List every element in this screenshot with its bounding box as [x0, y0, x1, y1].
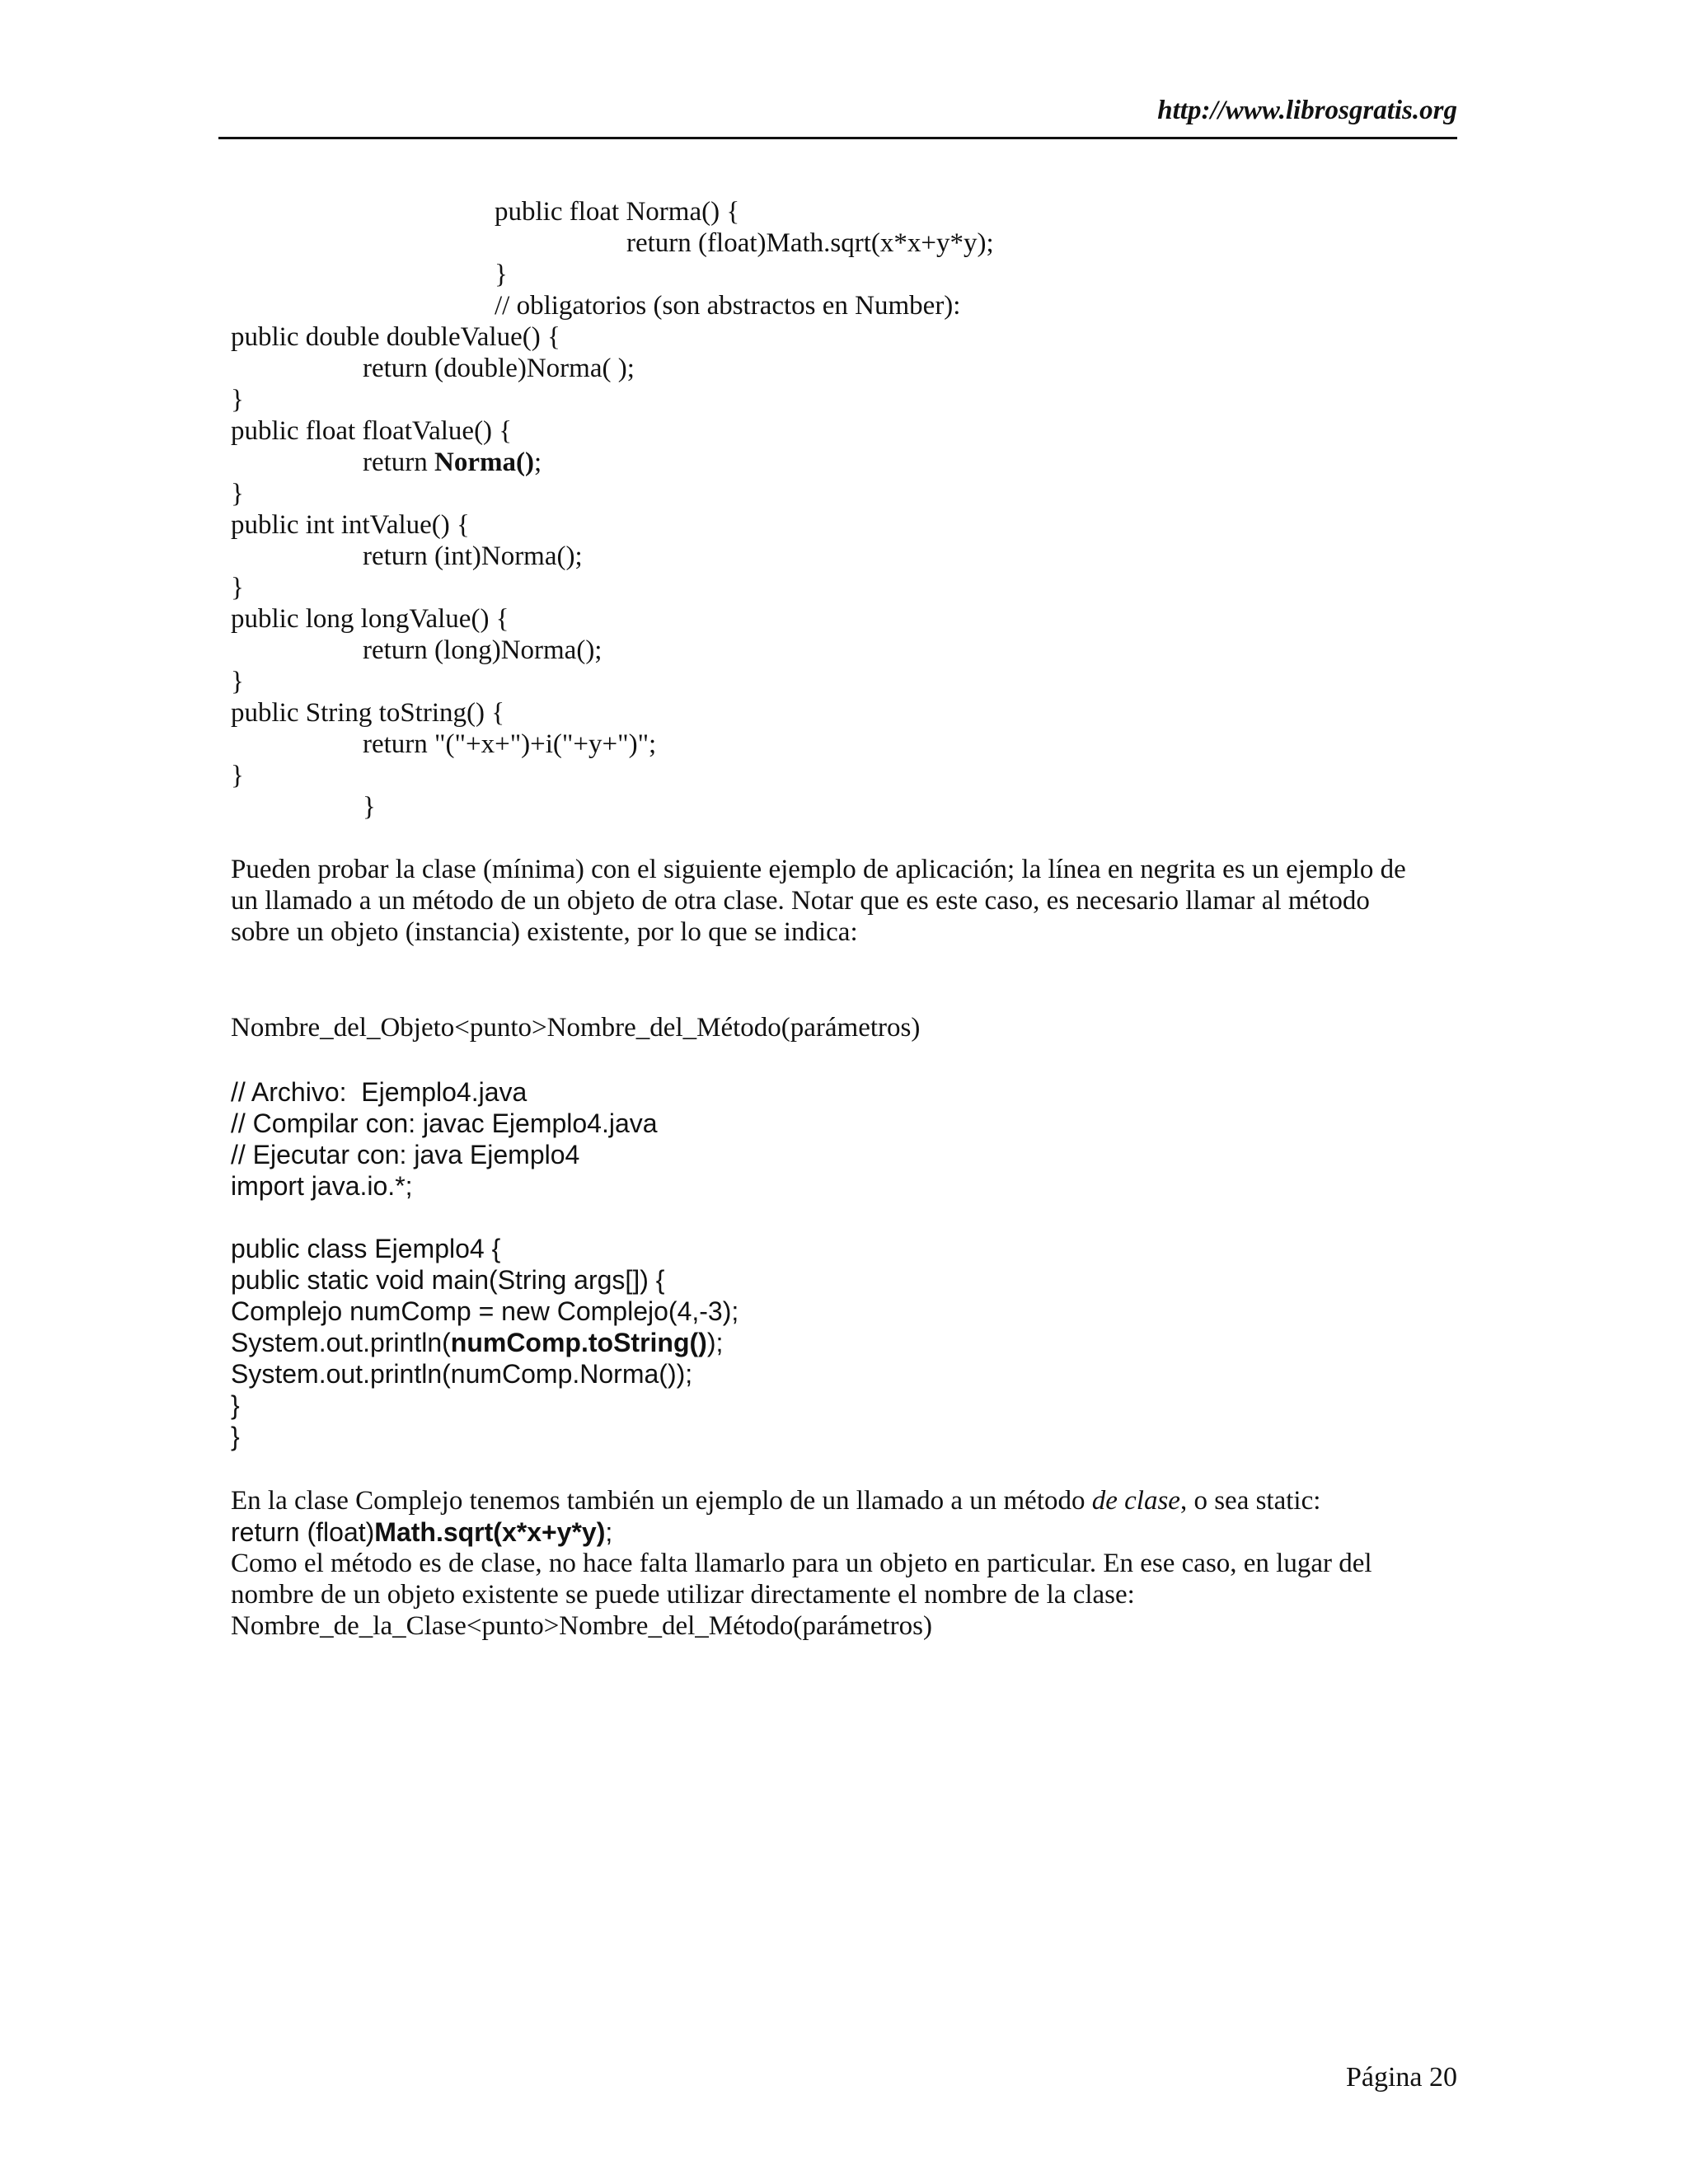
- code-line: [231, 1516, 612, 1548]
- code-line: }: [231, 1390, 240, 1420]
- syntax-line: Nombre_de_la_Clase<punto>Nombre_del_Método(parámetros): [231, 1611, 932, 1641]
- code-line: return (float)Math.sqrt(x*x+y*y);: [626, 228, 994, 258]
- code-line: }: [231, 385, 244, 415]
- page-number: Página 20: [1345, 2062, 1457, 2093]
- code-text: return: [363, 448, 435, 477]
- paragraph-line: nombre de un objeto existente se puede utilizar directamente el nombre de la clase:: [231, 1580, 1135, 1610]
- code-comment: // Compilar con: javac Ejemplo4.java: [231, 1108, 658, 1138]
- code-text: return (float): [231, 1517, 375, 1547]
- code-comment: // Ejecutar con: java Ejemplo4: [231, 1140, 580, 1169]
- code-line: }: [495, 260, 508, 289]
- code-line: import java.io.*;: [231, 1171, 413, 1201]
- code-line: System.out.println(numComp.Norma());: [231, 1359, 693, 1389]
- header-divider: [218, 137, 1457, 139]
- code-line: public static void main(String args[]) {: [231, 1265, 665, 1295]
- paragraph-line: [231, 1485, 1320, 1516]
- code-bold-call: Math.sqrt(x*x+y*y): [374, 1517, 606, 1547]
- paragraph-text: , o sea static:: [1179, 1486, 1321, 1516]
- syntax-line: Nombre_del_Objeto<punto>Nombre_del_Método(parámetros): [231, 1013, 921, 1043]
- paragraph-line: Como el método es de clase, no hace falta llamarlo para un objeto en particular. En ese caso, en lugar del: [231, 1549, 1372, 1578]
- code-line: return (long)Norma();: [363, 635, 603, 665]
- code-line: public float floatValue() {: [231, 416, 513, 446]
- code-comment: // obligatorios (son abstractos en Number):: [495, 291, 961, 321]
- code-line: public float Norma() {: [495, 197, 740, 227]
- code-line: public double doubleValue() {: [231, 322, 560, 352]
- code-line: public int intValue() {: [231, 510, 470, 540]
- code-line: [231, 1327, 723, 1358]
- code-line: }: [231, 479, 244, 509]
- code-comment: // Archivo: Ejemplo4.java: [231, 1077, 528, 1107]
- code-line: return (int)Norma();: [363, 541, 583, 571]
- code-text: );: [706, 1328, 724, 1357]
- code-bold-call: numComp.toString(): [450, 1328, 707, 1357]
- code-line: public class Ejemplo4 {: [231, 1234, 501, 1263]
- header-url: http://www.librosgratis.org: [1157, 96, 1457, 125]
- code-line: }: [363, 792, 376, 822]
- code-line: [363, 447, 542, 478]
- code-line: }: [231, 573, 244, 602]
- code-line: }: [231, 761, 244, 790]
- code-bold-call: Norma(): [434, 448, 534, 477]
- paragraph-line: Pueden probar la clase (mínima) con el siguiente ejemplo de aplicación; la línea en negrita es un ejemplo de: [231, 855, 1406, 884]
- code-line: }: [231, 1422, 240, 1451]
- code-text: ;: [605, 1517, 613, 1547]
- paragraph-text: En la clase Complejo tenemos también un ejemplo de un llamado a un método: [231, 1486, 1092, 1516]
- code-text: System.out.println(: [231, 1328, 451, 1357]
- code-line: Complejo numComp = new Complejo(4,-3);: [231, 1296, 739, 1326]
- code-line: public String toString() {: [231, 698, 505, 728]
- code-line: return (double)Norma( );: [363, 354, 635, 383]
- code-text: ;: [534, 448, 542, 477]
- code-line: }: [231, 667, 244, 696]
- code-line: return "("+x+")+i("+y+")";: [363, 729, 657, 759]
- paragraph-line: un llamado a un método de un objeto de otra clase. Notar que es este caso, es necesario llamar al método: [231, 886, 1370, 916]
- code-line: public long longValue() {: [231, 604, 509, 634]
- italic-term: de clase: [1091, 1486, 1180, 1516]
- paragraph-line: sobre un objeto (instancia) existente, por lo que se indica:: [231, 917, 858, 947]
